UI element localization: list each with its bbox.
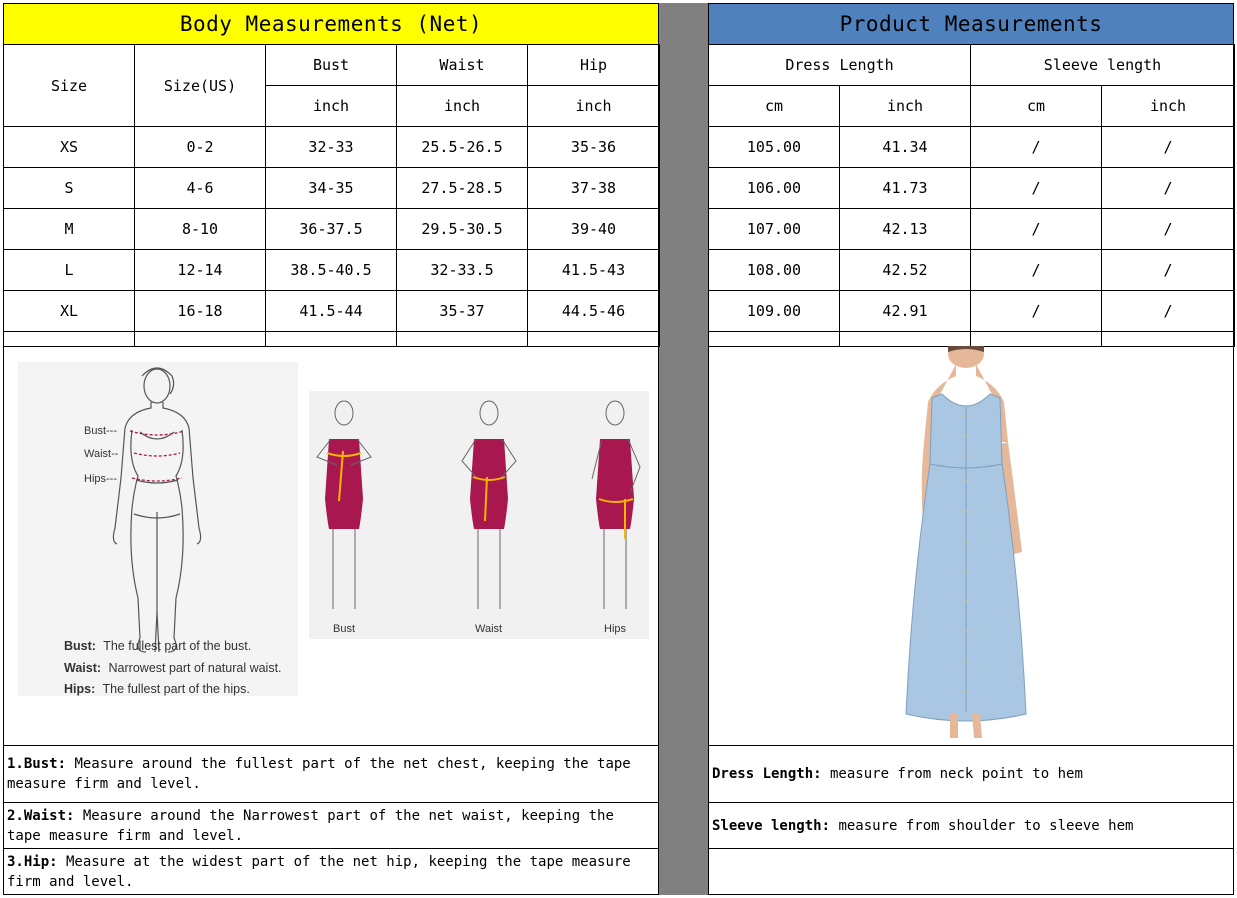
table-row [4, 250, 660, 291]
hip-cell: 37-38 [528, 168, 660, 209]
table-row [709, 127, 1235, 168]
sleeve-length-inch-cell: / [1102, 127, 1235, 168]
dress-length-inch-unit: inch [840, 86, 971, 127]
blank-cell [266, 332, 397, 347]
product-measurements-header: Product Measurements [708, 3, 1234, 45]
waist-legend-term: Waist: [64, 661, 102, 675]
blank-cell [1102, 332, 1235, 347]
product-photo-box [708, 346, 1234, 746]
waist-cell: 32-33.5 [397, 250, 528, 291]
blank-cell [971, 332, 1102, 347]
hip-cell: 41.5-43 [528, 250, 660, 291]
product-size-table [708, 44, 1235, 347]
blank-cell [528, 332, 660, 347]
table-row-blank [4, 332, 660, 347]
body-size-table [3, 44, 660, 347]
note-waist-body: Measure around the Narrowest part of the net waist, keeping the tape measure firm and level. [7, 807, 614, 844]
note-hip-term: 3.Hip: [7, 853, 58, 870]
hip-unit: inch [528, 86, 660, 127]
size-cell: L [4, 250, 135, 291]
hips-legend-text: The fullest part of the hips. [102, 682, 250, 696]
table-row [4, 209, 660, 250]
waist-cell: 35-37 [397, 291, 528, 332]
dress-length-inch-cell: 42.52 [840, 250, 971, 291]
dress-length-inch-cell: 42.91 [840, 291, 971, 332]
denim-dress-photo [864, 346, 1064, 744]
note-bust-term: 1.Bust: [7, 756, 67, 772]
dress-length-cm-cell: 106.00 [709, 168, 840, 209]
blank-cell [397, 332, 528, 347]
bust-legend-term: Bust: [64, 639, 96, 653]
blank-cell [4, 332, 135, 347]
hip-header: Hip [528, 45, 660, 86]
size-header: Size [4, 45, 135, 127]
bust-cell: 38.5-40.5 [266, 250, 397, 291]
note-sleeve-length [708, 802, 1234, 849]
table-row-blank [709, 332, 1235, 347]
sleeve-length-header: Sleeve length [971, 45, 1235, 86]
pose-waist-label: Waist [475, 623, 503, 635]
waist-header: Waist [397, 45, 528, 86]
sleeve-length-inch-cell: / [1102, 291, 1235, 332]
note-hip-body: Measure at the widest part of the net hip, keeping the tape measure firm and level. [7, 853, 631, 890]
waist-cell: 27.5-28.5 [397, 168, 528, 209]
dress-length-header: Dress Length [709, 45, 971, 86]
note-sleeve-length-term: Sleeve length: [712, 817, 831, 834]
note-hip-text [7, 852, 655, 892]
note-dress-length-text [712, 764, 1083, 784]
note-bust-text [7, 754, 655, 794]
size-cell: M [4, 209, 135, 250]
size-us-cell: 4-6 [135, 168, 266, 209]
sleeve-length-cm-cell: / [971, 291, 1102, 332]
waist-tag: Waist-- [84, 448, 119, 460]
dress-length-cm-cell: 105.00 [709, 127, 840, 168]
note-dress-length [708, 745, 1234, 803]
table-row [709, 291, 1235, 332]
body-outline-illustration [18, 362, 298, 696]
sleeve-length-cm-cell: / [971, 209, 1102, 250]
note-hip [3, 848, 659, 895]
table-row [4, 291, 660, 332]
waist-cell: 25.5-26.5 [397, 127, 528, 168]
waist-cell: 29.5-30.5 [397, 209, 528, 250]
note-waist-term: 2.Waist: [7, 807, 75, 824]
hip-cell: 39-40 [528, 209, 660, 250]
note-dress-length-body: measure from neck point to hem [821, 766, 1083, 782]
pose-hips-label: Hips [604, 623, 627, 635]
hips-tag: Hips--- [84, 473, 117, 485]
size-us-cell: 16-18 [135, 291, 266, 332]
waist-legend [64, 661, 282, 675]
waist-legend-text: Narrowest part of natural waist. [108, 661, 282, 675]
note-sleeve-length-text [712, 816, 1133, 836]
bust-unit: inch [266, 86, 397, 127]
bust-legend-text: The fullest part of the bust. [103, 639, 252, 653]
dress-length-cm-cell: 108.00 [709, 250, 840, 291]
table-row [709, 209, 1235, 250]
size-cell: XS [4, 127, 135, 168]
size-cell: S [4, 168, 135, 209]
pose-measure-illustration [309, 391, 649, 639]
table-row [4, 127, 660, 168]
bust-tag: Bust--- [84, 425, 117, 437]
blank-cell [840, 332, 971, 347]
body-measure-figure-box [3, 346, 659, 746]
bust-legend [64, 639, 251, 653]
dress-length-inch-cell: 41.73 [840, 168, 971, 209]
table-row [709, 168, 1235, 209]
sleeve-length-inch-cell: / [1102, 250, 1235, 291]
body-measurements-header: Body Measurements (Net) [3, 3, 659, 45]
center-divider [658, 3, 709, 895]
note-blank [708, 848, 1234, 895]
bust-header: Bust [266, 45, 397, 86]
sleeve-length-cm-cell: / [971, 168, 1102, 209]
bust-cell: 36-37.5 [266, 209, 397, 250]
dress-length-cm-unit: cm [709, 86, 840, 127]
size-us-cell: 12-14 [135, 250, 266, 291]
sleeve-length-inch-cell: / [1102, 209, 1235, 250]
note-bust [3, 745, 659, 803]
sleeve-length-cm-cell: / [971, 127, 1102, 168]
hips-legend-term: Hips: [64, 682, 96, 696]
dress-length-inch-cell: 41.34 [840, 127, 971, 168]
note-bust-body: Measure around the fullest part of the net chest, keeping the tape measure firm and level. [7, 756, 631, 792]
sleeve-length-cm-cell: / [971, 250, 1102, 291]
dress-length-inch-cell: 42.13 [840, 209, 971, 250]
blank-cell [135, 332, 266, 347]
size-us-cell: 8-10 [135, 209, 266, 250]
table-row [4, 168, 660, 209]
size-cell: XL [4, 291, 135, 332]
hip-cell: 35-36 [528, 127, 660, 168]
size-us-cell: 0-2 [135, 127, 266, 168]
table-row [709, 250, 1235, 291]
pose-bust-label: Bust [333, 623, 356, 635]
note-waist-text [7, 806, 655, 846]
note-sleeve-length-body: measure from shoulder to sleeve hem [830, 817, 1134, 834]
sleeve-length-inch-unit: inch [1102, 86, 1235, 127]
hip-cell: 44.5-46 [528, 291, 660, 332]
dress-length-cm-cell: 107.00 [709, 209, 840, 250]
sleeve-length-inch-cell: / [1102, 168, 1235, 209]
size-us-header: Size(US) [135, 45, 266, 127]
bust-cell: 34-35 [266, 168, 397, 209]
hips-legend [64, 682, 250, 696]
dress-length-cm-cell: 109.00 [709, 291, 840, 332]
bust-cell: 32-33 [266, 127, 397, 168]
sleeve-length-cm-unit: cm [971, 86, 1102, 127]
waist-unit: inch [397, 86, 528, 127]
note-dress-length-term: Dress Length: [712, 766, 822, 782]
bust-cell: 41.5-44 [266, 291, 397, 332]
note-waist [3, 802, 659, 849]
blank-cell [709, 332, 840, 347]
